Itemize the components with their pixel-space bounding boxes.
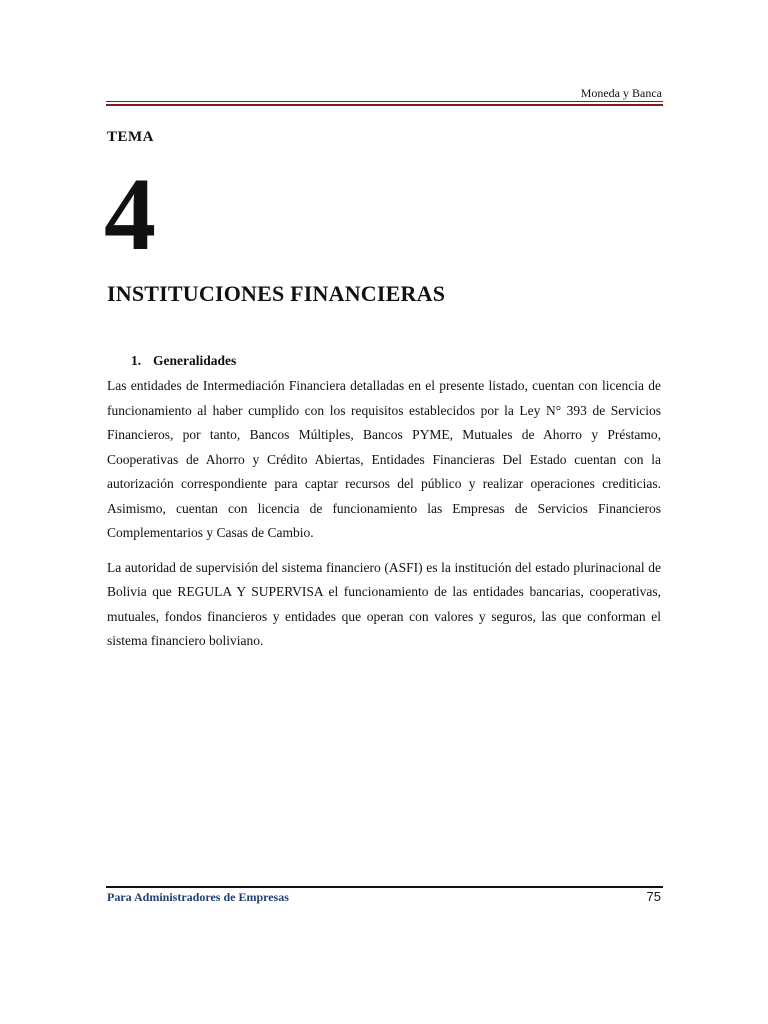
paragraph: Las entidades de Intermediación Financiera detalladas en el presente listado, cuentan con licencia de funcionamiento al haber cumplido con los requisitos establecidos por la Ley N° 393 de Servicios Financieros, por tanto, Bancos Múltiples, Bancos PYME, Mutuales de Ahorro y Préstamo, Cooperativas de Ahorro y Crédito Abiertas, Entidades Financieras Del Estado cuentan con la autorización correspondiente para captar recursos del público y realizar operaciones crediticias. Asimismo, cuentan con licencia de funcionamiento las Empresas de Servicios Financieros Complementarios y Casas de Cambio. [107,378,661,540]
footer-rule [106,886,663,888]
body-text [107,374,661,654]
header-rule-thick [106,104,663,106]
paragraph: La autoridad de supervisión del sistema financiero (ASFI) es la institución del estado plurinacional de Bolivia que REGULA Y SUPERVISA el funcionamiento de las entidades bancarias, cooperativas, mutuales, fondos financieros y entidades que operan con valores y seguros, las que conforman el sistema financiero boliviano. [107,559,661,648]
chapter-label: TEMA [107,129,154,145]
page-number: 75 [646,889,661,904]
section-title: Generalidades [153,353,237,368]
footer-book-title: Para Administradores de Empresas [107,890,289,904]
chapter-title: INSTITUCIONES FINANCIERAS [107,281,446,306]
running-title: Moneda y Banca [580,86,662,100]
chapter-number: 4 [104,157,156,272]
section-number: 1. [131,353,142,368]
header-rule-thin [106,101,663,102]
section-heading [131,353,236,369]
